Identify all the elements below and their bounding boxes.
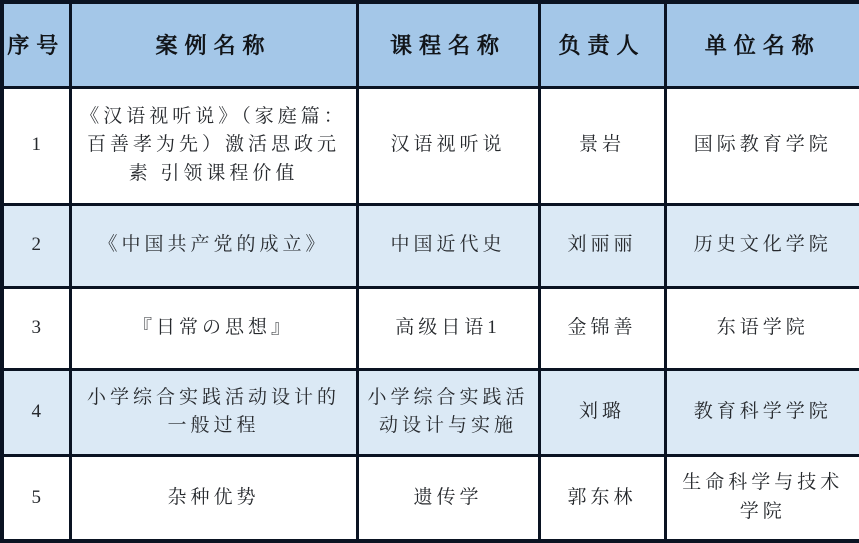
table-row: [2, 369, 859, 455]
row-index-cell: 3: [2, 287, 70, 369]
case-name-cell: 杂种优势: [70, 455, 357, 541]
leader-cell: 刘璐: [539, 369, 665, 455]
leader-cell: 郭东林: [539, 455, 665, 541]
row-index-cell: 5: [2, 455, 70, 541]
unit-cell: 国际教育学院: [665, 87, 859, 204]
table-row: [2, 87, 859, 204]
header-cell-course-name: 课程名称: [357, 2, 539, 87]
table-row: [2, 455, 859, 541]
unit-cell: 生命科学与技术学院: [665, 455, 859, 541]
case-name-cell: 小学综合实践活动设计的一般过程: [70, 369, 357, 455]
leader-cell: 景岩: [539, 87, 665, 204]
case-name-cell: 『日常の思想』: [70, 287, 357, 369]
unit-cell: 教育科学学院: [665, 369, 859, 455]
table-row: [2, 204, 859, 287]
table-header-row: [2, 2, 859, 87]
leader-cell: 金锦善: [539, 287, 665, 369]
leader-cell: 刘丽丽: [539, 204, 665, 287]
header-cell-leader: 负责人: [539, 2, 665, 87]
course-name-cell: 遗传学: [357, 455, 539, 541]
table-row: [2, 287, 859, 369]
header-cell-index: 序号: [2, 2, 70, 87]
unit-cell: 东语学院: [665, 287, 859, 369]
row-index-cell: 2: [2, 204, 70, 287]
row-index-cell: 4: [2, 369, 70, 455]
course-name-cell: 中国近代史: [357, 204, 539, 287]
course-name-cell: 小学综合实践活动设计与实施: [357, 369, 539, 455]
header-cell-unit: 单位名称: [665, 2, 859, 87]
case-name-cell: 《汉语视听说》（家庭篇：百善孝为先）激活思政元素 引领课程价值: [70, 87, 357, 204]
unit-cell: 历史文化学院: [665, 204, 859, 287]
course-name-cell: 高级日语1: [357, 287, 539, 369]
row-index-cell: 1: [2, 87, 70, 204]
case-name-cell: 《中国共产党的成立》: [70, 204, 357, 287]
header-cell-case-name: 案例名称: [70, 2, 357, 87]
course-name-cell: 汉语视听说: [357, 87, 539, 204]
